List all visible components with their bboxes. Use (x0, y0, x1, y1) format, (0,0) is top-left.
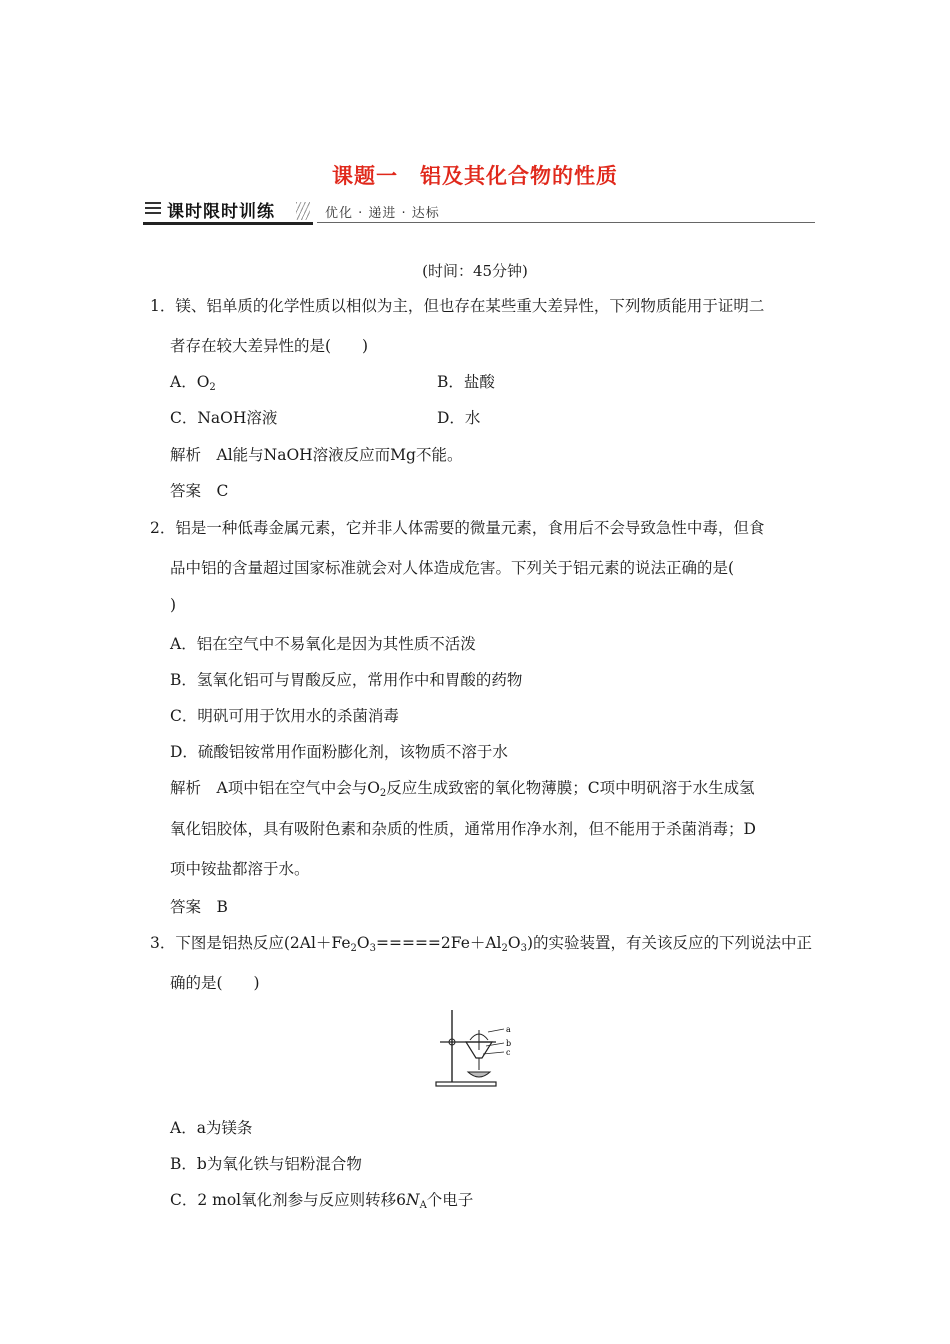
q3-o-1: O (356, 934, 370, 952)
banner-left (143, 196, 313, 225)
analysis-text-a: 解析 A项中铝在空气中会与O (170, 779, 380, 797)
question-2-option-c: C．明矾可用于饮用水的杀菌消毒 (170, 707, 399, 725)
question-1-answer: 答案 C (170, 482, 229, 500)
thermite-apparatus-figure (430, 1006, 520, 1090)
q3-sub-2: 3 (369, 943, 376, 954)
q3-sub-1: 2 (350, 943, 357, 954)
analysis-text-b: 反应生成致密的氧化物薄膜；C项中明矾溶于水生成氢 (386, 779, 755, 797)
figure-label-c: c (506, 1048, 511, 1057)
figure-label-a: a (506, 1025, 511, 1034)
q3-o-2: O (507, 934, 521, 952)
question-3-option-a: A．a为镁条 (170, 1119, 253, 1137)
question-3-option-c (170, 1188, 473, 1211)
banner-label: 课时限时训练 (167, 202, 275, 222)
question-1-analysis: 解析 Al能与NaOH溶液反应而Mg不能。 (170, 446, 463, 464)
question-2-option-d: D．硫酸铝铵常用作面粉膨化剂，该物质不溶于水 (170, 743, 508, 761)
question-2-number: 2． (150, 519, 176, 537)
question-3-stem-2: 确的是( ) (170, 974, 260, 992)
question-1-number: 1． (150, 297, 176, 315)
question-2-stem-1: 铝是一种低毒金属元素，它并非人体需要的微量元素，食用后不会导致急性中毒，但食 (175, 519, 765, 537)
question-2-option-b: B．氢氧化铝可与胃酸反应，常用作中和胃酸的药物 (170, 671, 523, 689)
analysis-subscript: 2 (379, 788, 387, 799)
section-banner (143, 196, 815, 224)
option-a-text: A．O (170, 373, 210, 391)
question-1-stem-2: 者存在较大差异性的是( ) (170, 337, 369, 355)
question-1-option-a (170, 370, 216, 393)
option-c-text-a: C．2 mol氧化剂参与反应则转移6 (170, 1191, 406, 1209)
avogadro-subscript: A (419, 1200, 427, 1211)
q3-text-a: 下图是铝热反应(2Al＋Fe (175, 934, 351, 952)
banner-hatch-icon (296, 202, 310, 220)
avogadro-symbol: N (406, 1191, 420, 1209)
question-2-stem-2: 品中铝的含量超过国家标准就会对人体造成危害。下列关于铝元素的说法正确的是( (170, 559, 735, 577)
question-2-option-a: A．铝在空气中不易氧化是因为其性质不活泼 (170, 635, 476, 653)
question-3-number: 3． (150, 934, 176, 952)
banner-lines-icon (145, 202, 161, 217)
question-2-analysis-1 (170, 776, 755, 799)
banner-right (317, 196, 815, 223)
question-3-option-b: B．b为氧化铁与铝粉混合物 (170, 1155, 362, 1173)
question-1-option-d: D．水 (437, 409, 481, 427)
question-3-stem-line-1 (150, 931, 812, 954)
time-limit: (时间：45分钟) (422, 262, 528, 280)
page-title: 课题一 铝及其化合物的性质 (332, 164, 618, 188)
figure-label-b: b (506, 1039, 512, 1048)
question-2-analysis-3: 项中铵盐都溶于水。 (170, 860, 310, 878)
apparatus-drawing (430, 1006, 520, 1090)
q3-sub-4: 3 (520, 943, 527, 954)
question-1-option-c: C．NaOH溶液 (170, 409, 278, 427)
question-1-stem-line-1 (150, 294, 764, 316)
question-2-stem-line-1 (150, 516, 764, 538)
option-a-subscript: 2 (209, 382, 216, 393)
question-2-analysis-2: 氧化铝胶体，具有吸附色素和杂质的性质，通常用作净水剂，但不能用于杀菌消毒；D (170, 820, 756, 838)
q3-sub-3: 2 (501, 943, 508, 954)
q3-text-b: =====2Fe＋Al (375, 934, 502, 952)
option-c-text-b: 个电子 (426, 1191, 474, 1209)
question-2-answer: 答案 B (170, 898, 228, 916)
banner-subtitle: 优化 · 递进 · 达标 (325, 206, 440, 221)
question-1-option-b: B．盐酸 (437, 373, 495, 391)
question-2-stem-3: ) (170, 596, 177, 614)
q3-text-c: )的实验装置，有关该反应的下列说法中正 (526, 934, 813, 952)
question-1-stem-1: 镁、铝单质的化学性质以相似为主，但也存在某些重大差异性，下列物质能用于证明二 (175, 297, 765, 315)
